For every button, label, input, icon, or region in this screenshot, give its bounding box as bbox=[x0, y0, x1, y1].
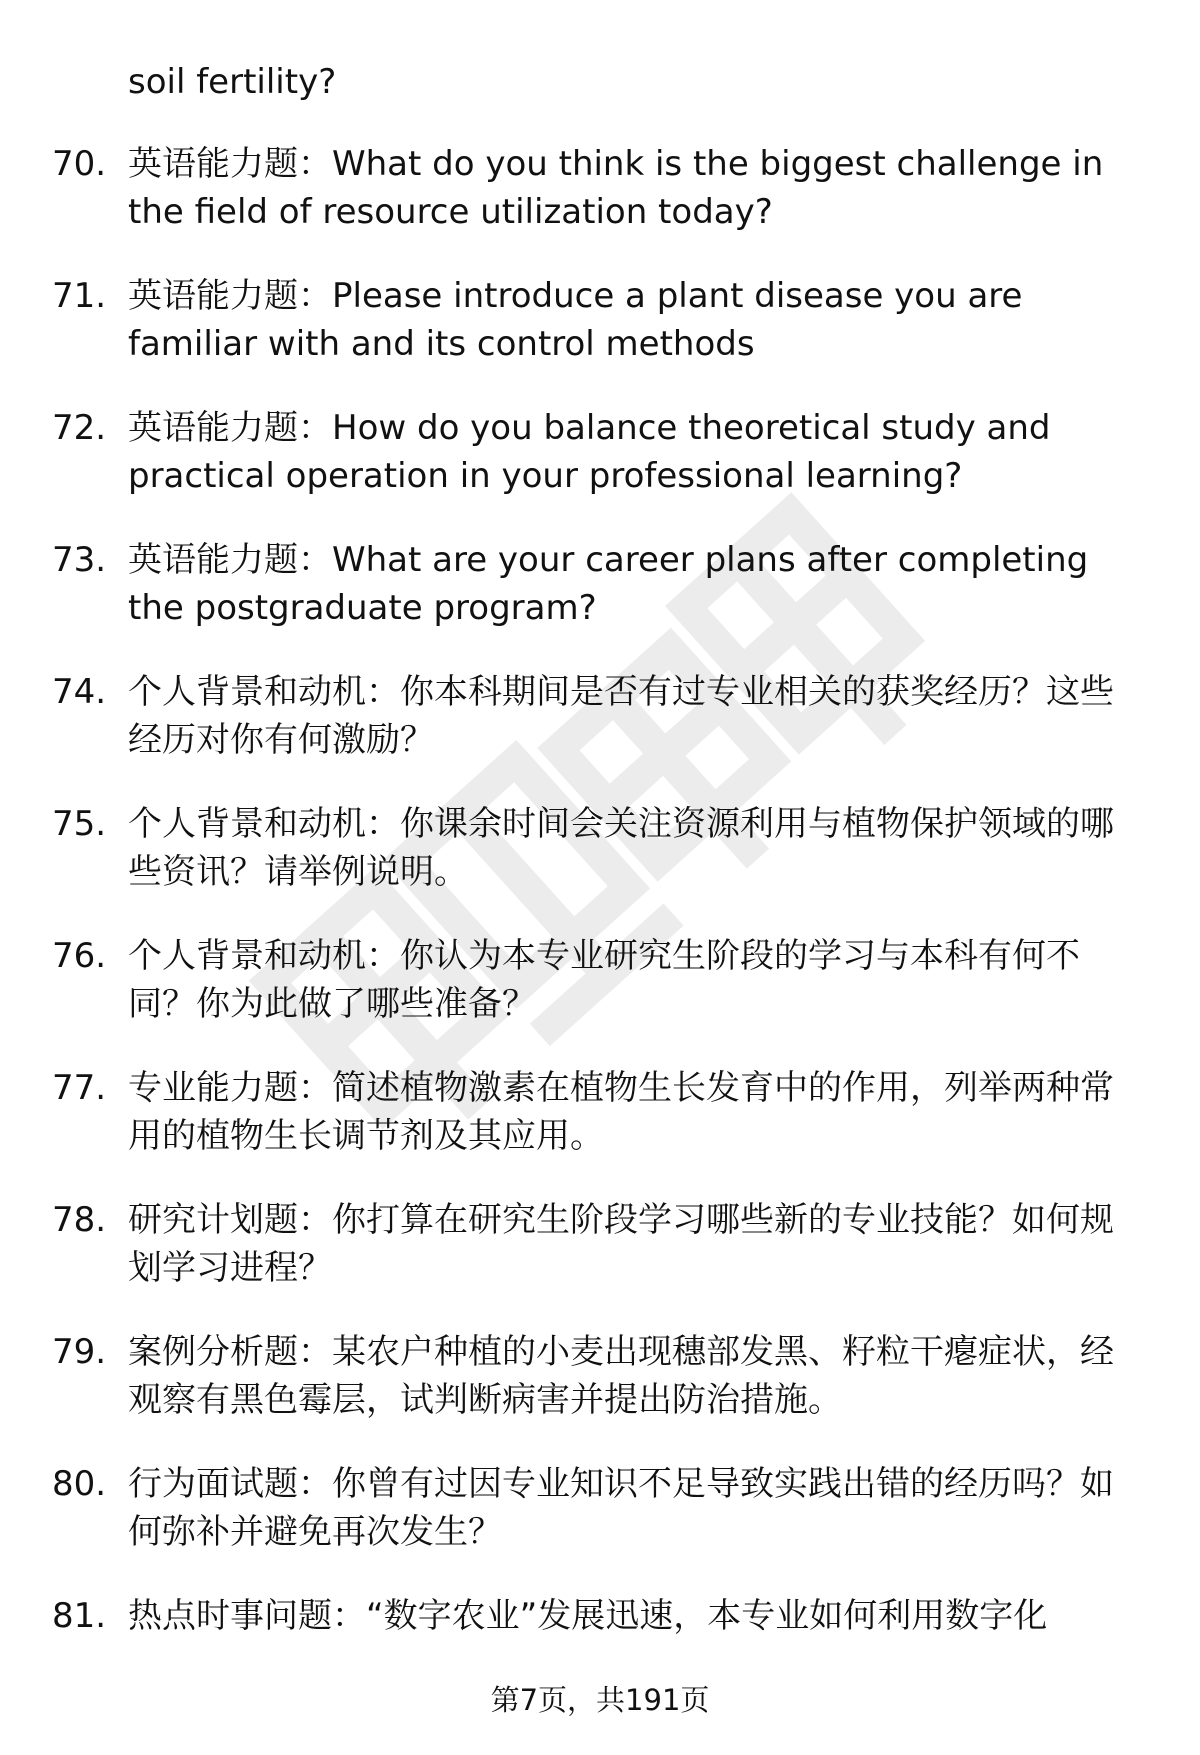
question-item bbox=[0, 1328, 1200, 1460]
question-number: 71. bbox=[52, 276, 107, 316]
question-number: 79. bbox=[52, 1332, 107, 1372]
page-footer: 第7页，共191页 bbox=[490, 1683, 710, 1717]
question-number: 73. bbox=[52, 540, 107, 580]
question-number: 74. bbox=[52, 672, 107, 712]
question-text: 研究计划题：你打算在研究生阶段学习哪些新的专业技能？如何规划学习进程？ bbox=[128, 1200, 1114, 1288]
question-number: 75. bbox=[52, 804, 107, 844]
question-item bbox=[0, 800, 1200, 932]
question-text: 英语能力题：What are your career plans after completing the postgraduate program? bbox=[128, 540, 1089, 628]
question-number: 80. bbox=[52, 1464, 107, 1504]
question-text: 行为面试题：你曾有过因专业知识不足导致实践出错的经历吗？如何弥补并避免再次发生？ bbox=[128, 1464, 1114, 1552]
question-number: 76. bbox=[52, 936, 107, 976]
question-item bbox=[0, 1460, 1200, 1592]
question-number: 81. bbox=[52, 1596, 107, 1636]
question-text: 热点时事问题：“数字农业”发展迅速，本专业如何利用数字化 bbox=[128, 1596, 1048, 1636]
question-item bbox=[0, 140, 1200, 272]
question-number: 77. bbox=[52, 1068, 107, 1108]
question-number: 72. bbox=[52, 408, 107, 448]
question-number: 70. bbox=[52, 144, 107, 184]
question-number: 78. bbox=[52, 1200, 107, 1240]
question-text: 个人背景和动机：你认为本专业研究生阶段的学习与本科有何不同？你为此做了哪些准备？ bbox=[128, 936, 1080, 1024]
question-item bbox=[0, 536, 1200, 668]
question-item bbox=[0, 404, 1200, 536]
question-text: 案例分析题：某农户种植的小麦出现穗部发黑、籽粒干瘪症状，经观察有黑色霉层，试判断病害并提出防治措施。 bbox=[128, 1332, 1114, 1420]
question-item bbox=[0, 1064, 1200, 1196]
question-text: 个人背景和动机：你本科期间是否有过专业相关的获奖经历？这些经历对你有何激励？ bbox=[128, 672, 1114, 760]
question-text: 个人背景和动机：你课余时间会关注资源利用与植物保护领域的哪些资讯？请举例说明。 bbox=[128, 804, 1114, 892]
question-text: 英语能力题：Please introduce a plant disease you are familiar with and its control methods bbox=[128, 276, 1023, 364]
question-item bbox=[0, 668, 1200, 800]
question-list bbox=[0, 140, 1200, 1724]
question-text: 英语能力题：How do you balance theoretical study and practical operation in your professional learning? bbox=[128, 408, 1051, 496]
question-item bbox=[0, 1196, 1200, 1328]
question-item bbox=[0, 272, 1200, 404]
question-text: 专业能力题：简述植物激素在植物生长发育中的作用，列举两种常用的植物生长调节剂及其应用。 bbox=[128, 1068, 1114, 1156]
question-text: 英语能力题：What do you think is the biggest challenge in the field of resource utilization today? bbox=[128, 144, 1104, 232]
continued-question-text: soil fertility? bbox=[128, 62, 337, 102]
question-item bbox=[0, 932, 1200, 1064]
